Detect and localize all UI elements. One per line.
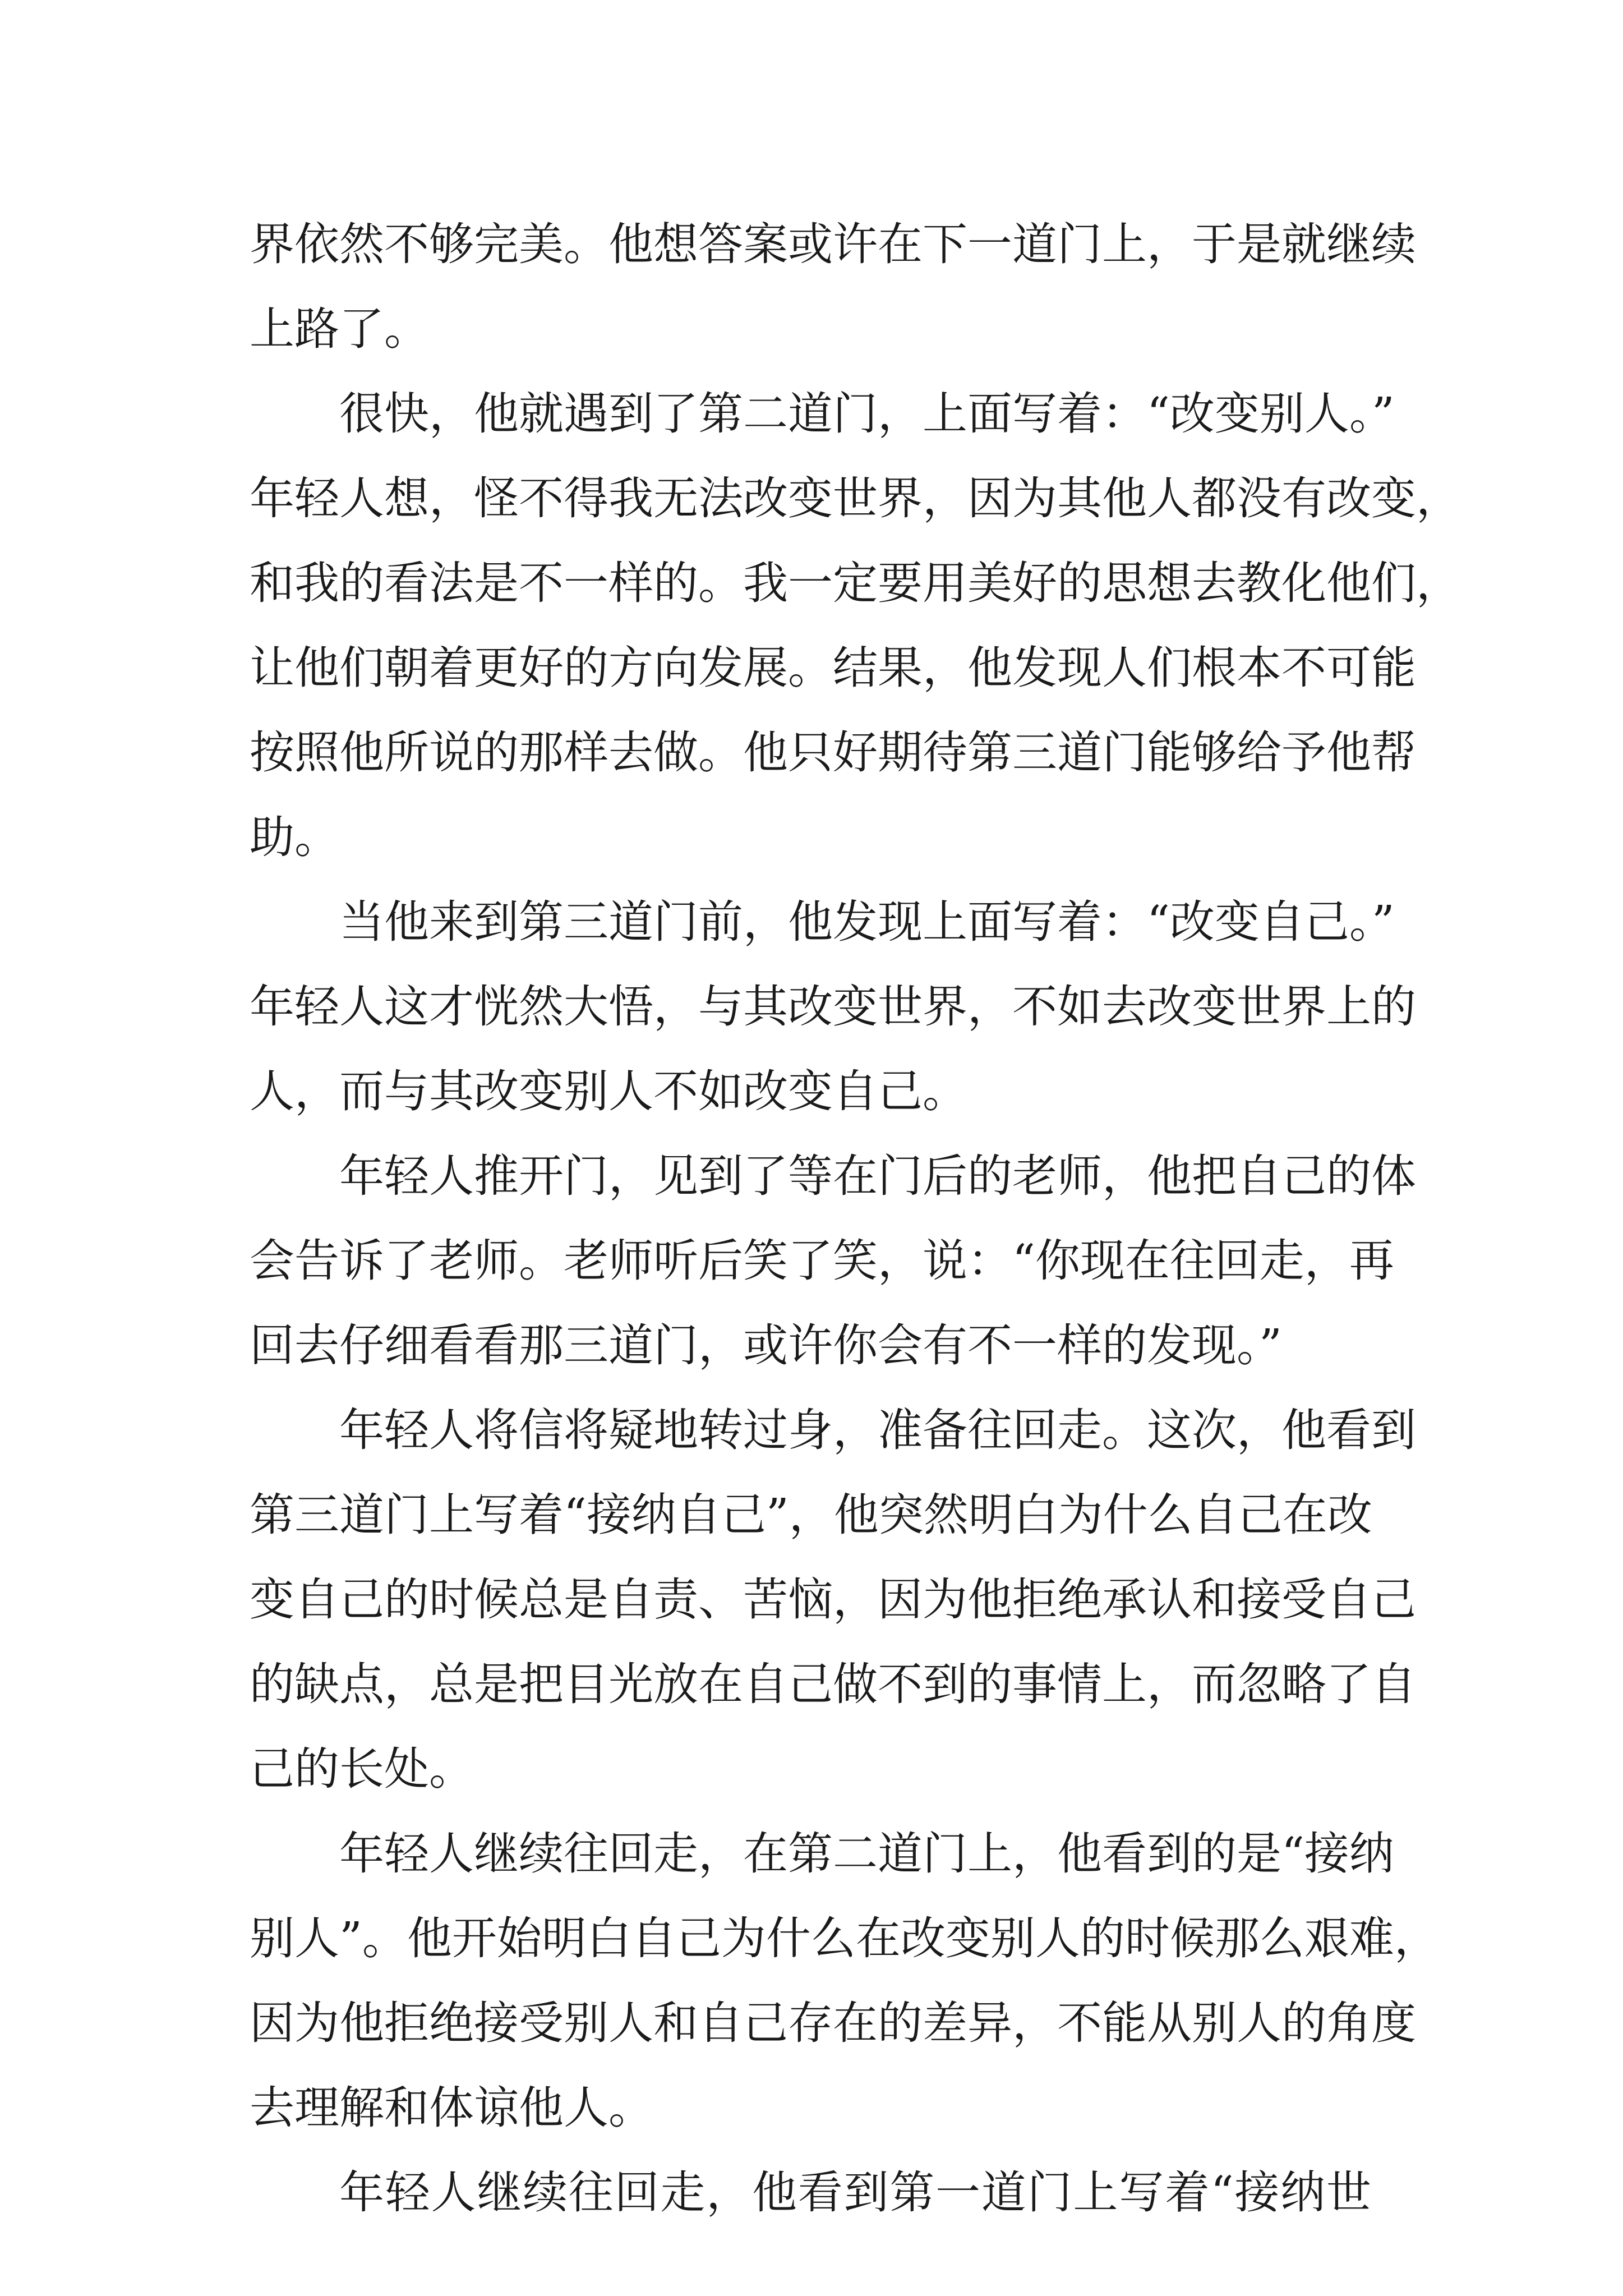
text-line: 人，而与其改变别人不如改变自己。 (250, 1065, 967, 1117)
text-line: 界依然不够完美。他想答案或许在下一道门上，于是就继续 (250, 218, 1416, 270)
text-line: 上路了。 (250, 303, 429, 355)
text-line: 己的长处。 (250, 1743, 474, 1795)
text-line: 回去仔细看看那三道门，或许你会有不一样的发现。” (250, 1319, 1282, 1372)
text-line: 助。 (250, 811, 339, 863)
document-page (250, 202, 1461, 2235)
text-line: 年轻人将信将疑地转过身，准备往回走。这次，他看到 (339, 1404, 1416, 1456)
text-line: 别人”。他开始明白自己为什么在改变别人的时候那么艰难， (250, 1912, 1439, 1964)
text-line: 年轻人这才恍然大悟，与其改变世界，不如去改变世界上的 (250, 981, 1416, 1033)
text-line: 因为他拒绝接受别人和自己存在的差异，不能从别人的角度 (250, 1997, 1416, 2049)
text-line: 变自己的时候总是自责、苦恼，因为他拒绝承认和接受自己 (250, 1573, 1416, 1626)
text-line: 年轻人继续往回走，他看到第一道门上写着“接纳世 (339, 2166, 1371, 2219)
text-line: 第三道门上写着“接纳自己”，他突然明白为什么自己在改 (250, 1489, 1372, 1541)
text-line: 很快，他就遇到了第二道门，上面写着：“改变别人。” (339, 388, 1395, 440)
text-line: 年轻人想，怪不得我无法改变世界，因为其他人都没有改变， (250, 472, 1461, 524)
text-line: 按照他所说的那样去做。他只好期待第三道门能够给予他帮 (250, 726, 1416, 779)
text-line: 当他来到第三道门前，他发现上面写着：“改变自己。” (339, 896, 1395, 948)
text-line: 的缺点，总是把目光放在自己做不到的事情上，而忽略了自 (250, 1658, 1416, 1710)
text-line: 和我的看法是不一样的。我一定要用美好的思想去教化他们， (250, 557, 1461, 609)
text-line: 去理解和体谅他人。 (250, 2082, 653, 2134)
text-line: 年轻人继续往回走，在第二道门上，他看到的是“接纳 (339, 1828, 1394, 1880)
text-line: 让他们朝着更好的方向发展。结果，他发现人们根本不可能 (250, 642, 1416, 694)
text-line: 会告诉了老师。老师听后笑了笑，说：“你现在往回走，再 (250, 1235, 1394, 1287)
text-line: 年轻人推开门，见到了等在门后的老师，他把自己的体 (339, 1150, 1416, 1202)
